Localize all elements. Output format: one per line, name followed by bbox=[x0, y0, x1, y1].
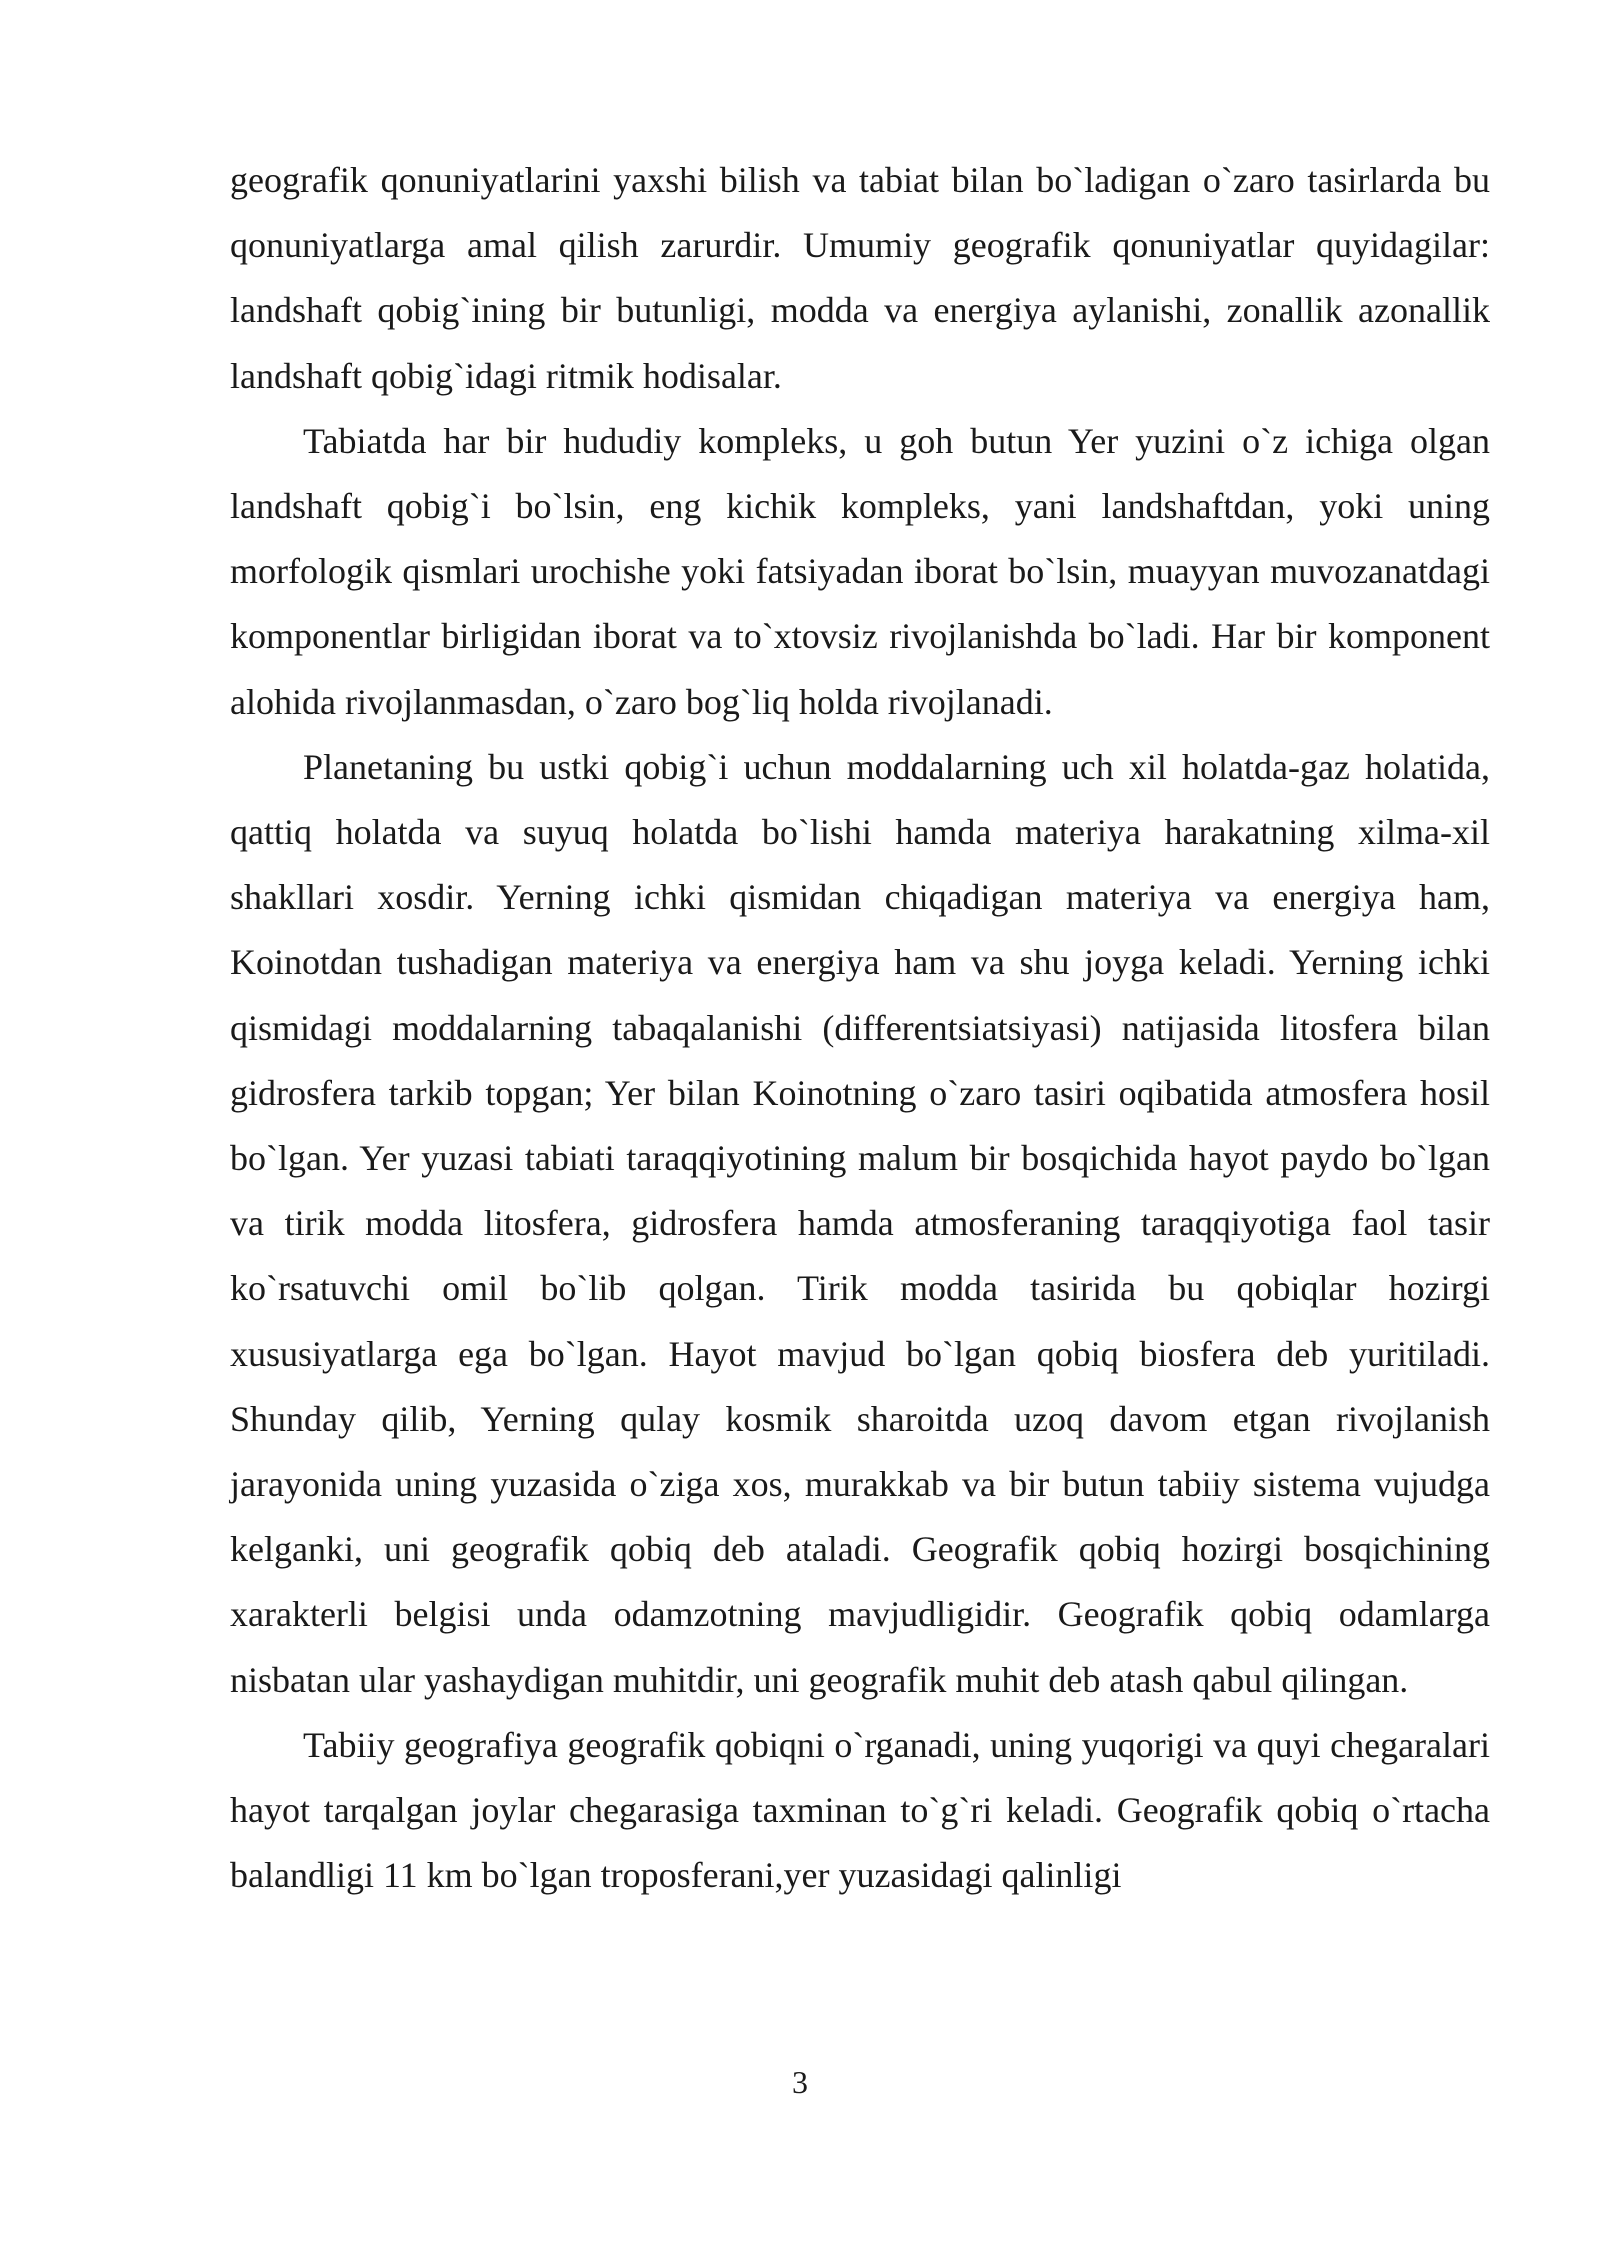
paragraph-physical-geography: Tabiiy geografiya geografik qobiqni o`rganadi, uning yuqorigi va quyi chegaralari hayot tarqalgan joylar chegarasiga taxminan to`g`ri keladi. Geografik qobiq o`rtacha balandligi 11 km bo`lgan troposferani,yer yuzasidagi qalinligi bbox=[230, 1724, 1490, 1896]
document-body bbox=[230, 148, 1490, 1908]
paragraph-territorial-complex: Tabiatda har bir hududiy kompleks, u goh butun Yer yuzini o`z ichiga olgan landshaft qobig`i bo`lsin, eng kichik kompleks, yani landshaftdan, yoki uning morfologik qismlari urochishe yoki fatsiyadan iborat bo`lsin, muayyan muvozanatdagi komponentlar birligidan iborat va to`xtovsiz rivojlanishda bo`ladi. Har bir komponent alohida rivojlanmasdan, o`zaro bog`liq holda rivojlanadi. bbox=[230, 420, 1490, 722]
page-number: 3 bbox=[792, 2064, 808, 2100]
paragraph-planet-envelope: Planetaning bu ustki qobig`i uchun moddalarning uch xil holatda-gaz holatida, qattiq holatda va suyuq holatda bo`lishi hamda materiya harakatning xilma-xil shakllari xosdir. Yerning ichki qismidan chiqadigan materiya va energiya ham, Koinotdan tushadigan materiya va energiya ham va shu joyga keladi. Yerning ichki qismidagi moddalarning tabaqalanishi (differentsiatsiyasi) natijasida litosfera bilan gidrosfera tarkib topgan; Yer bilan Koinotning o`zaro tasiri oqibatida atmosfera hosil bo`lgan. Yer yuzasi tabiati taraqqiyotining malum bir bosqichida hayot paydo bo`lgan va tirik modda litosfera, gidrosfera hamda atmosferaning taraqqiyotiga faol tasir ko`rsatuvchi omil bo`lib qolgan. Tirik modda tasirida bu qobiqlar hozirgi xususiyatlarga ega bo`lgan. Hayot mavjud bo`lgan qobiq biosfera deb yuritiladi. Shunday qilib, Yerning qulay kosmik sharoitda uzoq davom etgan rivojlanish jarayonida uning yuzasida o`ziga xos, murakkab va bir butun tabiiy sistema vujudga kelganki, uni geografik qobiq deb ataladi. Geografik qobiq hozirgi bosqichining xarakterli belgisi unda odamzotning mavjudligidir. Geografik qobiq odamlarga nisbatan ular yashaydigan muhitdir, uni geografik muhit deb atash qabul qilingan. bbox=[230, 746, 1490, 1700]
paragraph-continuation: geografik qonuniyatlarini yaxshi bilish va tabiat bilan bo`ladigan o`zaro tasirlarda bu qonuniyatlarga amal qilish zarurdir. Umumiy geografik qonuniyatlar quyidagilar: landshaft qobig`ining bir butunligi, modda va energiya aylanishi, zonallik azonallik landshaft qobig`idagi ritmik hodisalar. bbox=[230, 160, 1490, 396]
